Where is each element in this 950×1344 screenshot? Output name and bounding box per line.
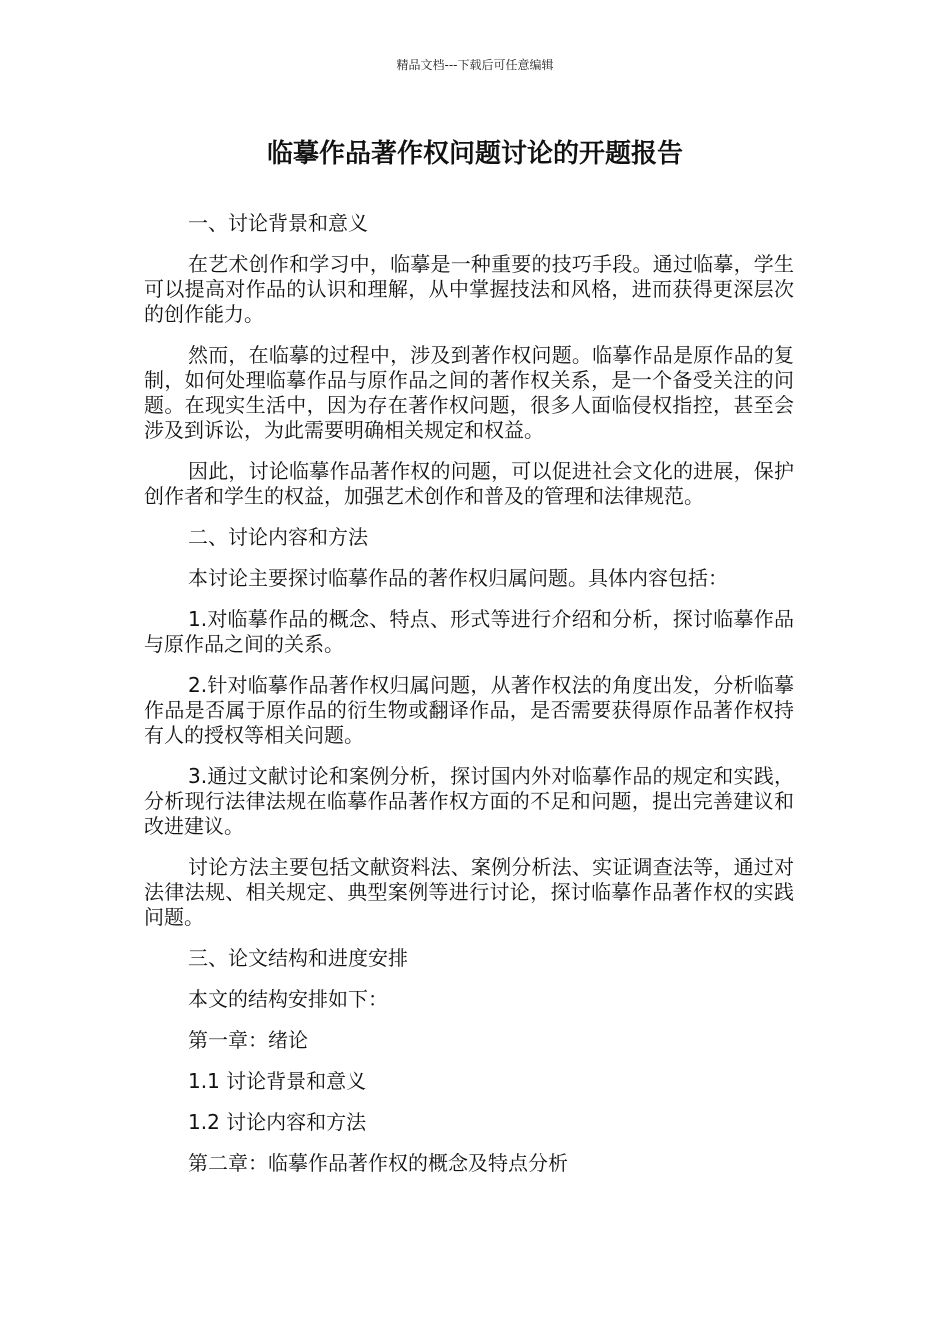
body-paragraph: 本讨论主要探讨临摹作品的著作权归属问题。具体内容包括： <box>188 566 728 590</box>
section-heading: 一、讨论背景和意义 <box>188 211 368 235</box>
outline-chapter: 第一章：绪论 <box>188 1028 308 1052</box>
body-paragraph: 讨论方法主要包括文献资料法、案例分析法、实证调查法等，通过对法律法规、相关规定、典型案例等进行讨论，探讨临摹作品著作权的实践问题。 <box>144 855 794 929</box>
body-paragraph: 在艺术创作和学习中，临摹是一种重要的技巧手段。通过临摹，学生可以提高对作品的认识和理解，从中掌握技法和风格，进而获得更深层次的创作能力。 <box>144 252 794 326</box>
section-heading: 三、论文结构和进度安排 <box>188 946 408 970</box>
header-note: 精品文档---下载后可任意编辑 <box>396 58 554 72</box>
outline-chapter: 第二章：临摹作品著作权的概念及特点分析 <box>188 1151 568 1175</box>
list-item: 2.针对临摹作品著作权归属问题，从著作权法的角度出发，分析临摹作品是否属于原作品的衍生物或翻译作品，是否需要获得原作品著作权持有人的授权等相关问题。 <box>144 673 794 747</box>
outline-subsection: 1.2 讨论内容和方法 <box>188 1110 367 1134</box>
body-paragraph: 然而，在临摹的过程中，涉及到著作权问题。临摹作品是原作品的复制，如何处理临摹作品与原作品之间的著作权关系，是一个备受关注的问题。在现实生活中，因为存在著作权问题，很多人面临侵权指控，甚至会涉及到诉讼，为此需要明确相关规定和权益。 <box>144 343 794 442</box>
body-paragraph: 本文的结构安排如下： <box>188 987 388 1011</box>
list-item: 1.对临摹作品的概念、特点、形式等进行介绍和分析，探讨临摹作品与原作品之间的关系。 <box>144 607 794 656</box>
list-item: 3.通过文献讨论和案例分析，探讨国内外对临摹作品的规定和实践，分析现行法律法规在临摹作品著作权方面的不足和问题，提出完善建议和改进建议。 <box>144 764 794 838</box>
document-body <box>144 211 794 1192</box>
section-heading: 二、讨论内容和方法 <box>188 525 368 549</box>
outline-subsection: 1.1 讨论背景和意义 <box>188 1069 367 1093</box>
document-title: 临摹作品著作权问题讨论的开题报告 <box>266 139 683 169</box>
body-paragraph: 因此，讨论临摹作品著作权的问题，可以促进社会文化的进展，保护创作者和学生的权益，加强艺术创作和普及的管理和法律规范。 <box>144 459 794 508</box>
